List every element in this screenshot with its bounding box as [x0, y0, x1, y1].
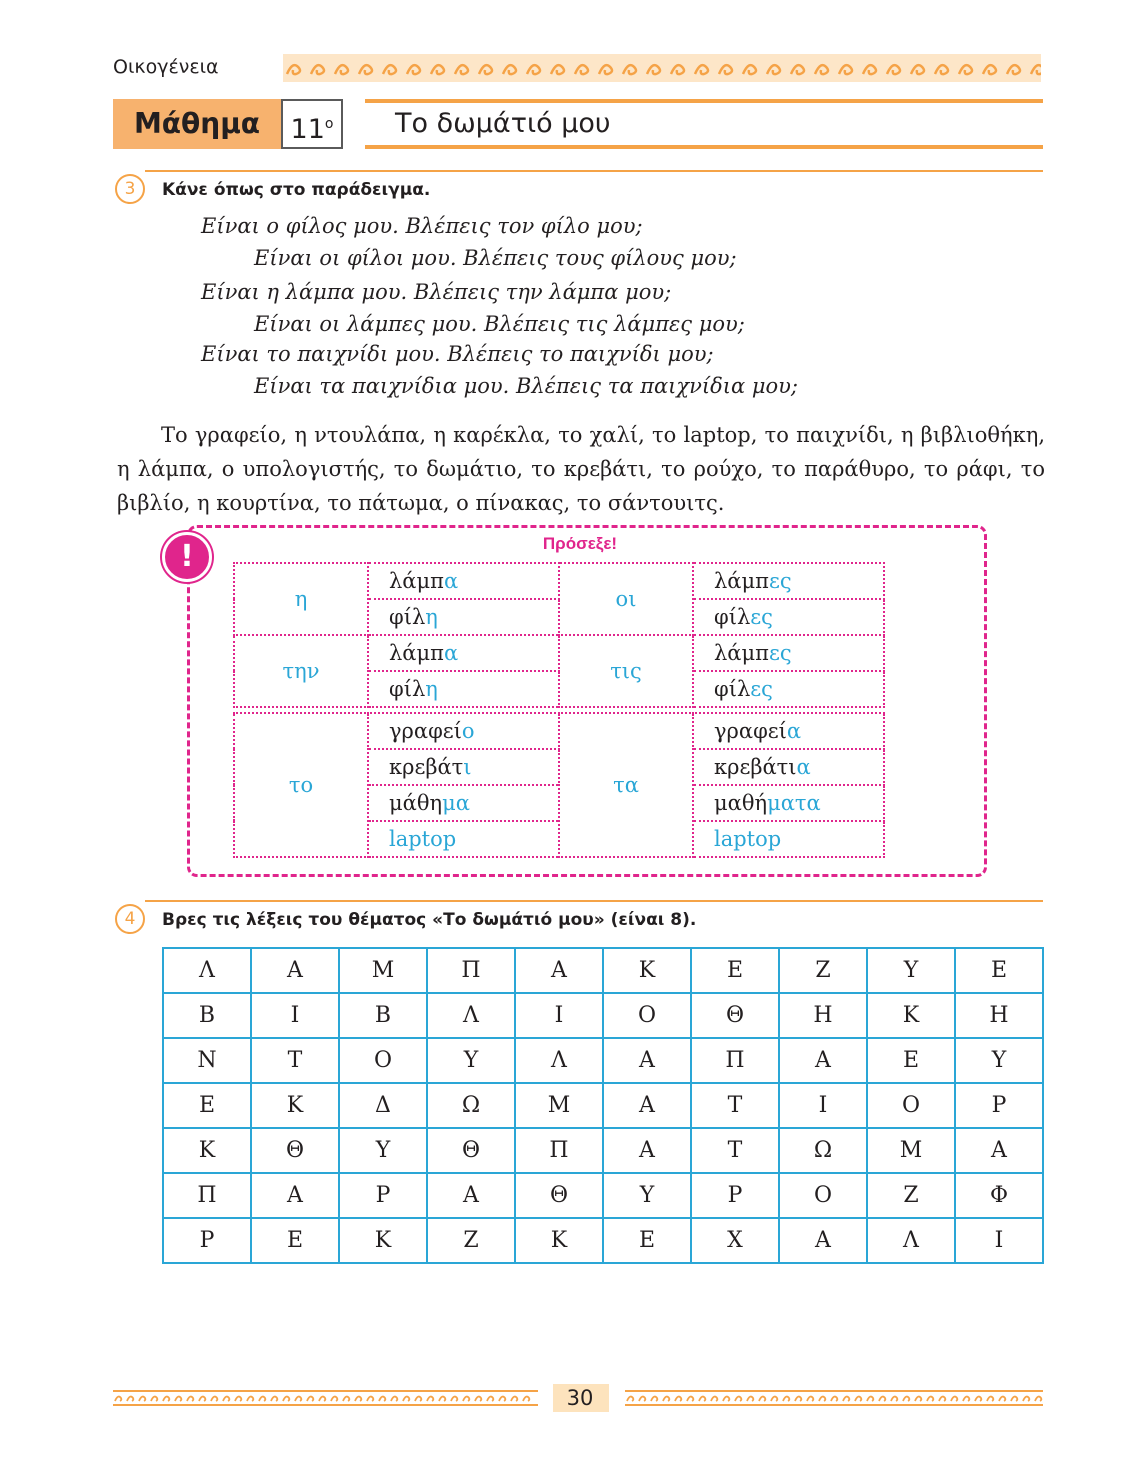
grid-cell[interactable]: Μ — [339, 948, 427, 993]
lesson-number — [281, 99, 343, 149]
grid-cell[interactable]: Μ — [515, 1083, 603, 1128]
grid-cell[interactable]: Ο — [339, 1038, 427, 1083]
exercise-4-instruction: Βρες τις λέξεις του θέματος «Το δωμάτιό μου» (είναι 8). — [162, 910, 697, 930]
grid-cell[interactable]: Α — [427, 1173, 515, 1218]
article-cell: τα — [559, 713, 693, 857]
grid-cell[interactable]: Ε — [691, 948, 779, 993]
grid-cell[interactable]: Κ — [163, 1128, 251, 1173]
grid-cell[interactable]: Ι — [779, 1083, 867, 1128]
grid-row — [163, 1128, 1043, 1173]
grid-cell[interactable]: Υ — [867, 948, 955, 993]
word-cell: φίλη — [368, 599, 559, 635]
grid-cell[interactable]: Μ — [867, 1128, 955, 1173]
lesson-number-suffix: ο — [324, 116, 334, 132]
word-cell: γραφεία — [693, 713, 884, 749]
grid-cell[interactable]: Θ — [427, 1128, 515, 1173]
grid-cell[interactable]: Η — [955, 993, 1043, 1038]
grid-cell[interactable]: Δ — [339, 1083, 427, 1128]
grid-cell[interactable]: Α — [603, 1038, 691, 1083]
page-number: 30 — [566, 1386, 594, 1410]
grid-cell[interactable]: Υ — [339, 1128, 427, 1173]
grid-cell[interactable]: Ρ — [955, 1083, 1043, 1128]
grid-cell[interactable]: Λ — [163, 948, 251, 993]
grid-cell[interactable]: Ρ — [691, 1173, 779, 1218]
grid-cell[interactable]: Χ — [691, 1218, 779, 1263]
exercise-3-rule — [145, 170, 1043, 172]
word-cell: μαθήματα — [693, 785, 884, 821]
word-cell: μάθημα — [368, 785, 559, 821]
grid-cell[interactable]: Α — [779, 1038, 867, 1083]
grid-cell[interactable]: Α — [251, 1173, 339, 1218]
grid-cell[interactable]: Υ — [603, 1173, 691, 1218]
article-cell: η — [234, 563, 368, 635]
attention-title: Πρόσεξε! — [542, 534, 618, 553]
word-cell: φίλες — [693, 671, 884, 707]
grid-cell[interactable]: Ι — [515, 993, 603, 1038]
word-cell: φίλες — [693, 599, 884, 635]
grid-cell[interactable]: Ε — [603, 1218, 691, 1263]
grid-cell[interactable]: Π — [515, 1128, 603, 1173]
grid-cell[interactable]: Η — [779, 993, 867, 1038]
grid-cell[interactable]: Ζ — [427, 1218, 515, 1263]
lesson-number-value: 11 — [290, 114, 325, 145]
grid-cell[interactable]: Κ — [515, 1218, 603, 1263]
grid-cell[interactable]: Β — [163, 993, 251, 1038]
exclamation-icon: ! — [162, 532, 212, 582]
example-line: Είναι τα παιχνίδια μου. Βλέπεις τα παιχνίδια μου; — [254, 374, 799, 398]
word-list-text: Το γραφείο, η ντουλάπα, η καρέκλα, το χαλί, το laptop, το παιχνίδι, η βιβλιοθήκη, η λάμπα, ο υπολογιστής, το δωμάτιο, το κρεβάτι, το ρούχο, το παράθυρο, το ράφι, το βιβλίο, η κουρτίνα, το πάτωμα, ο πίνακας, το σάντουιτς. — [117, 423, 1045, 515]
grid-row — [163, 1038, 1043, 1083]
grid-cell[interactable]: Υ — [955, 1038, 1043, 1083]
grid-cell[interactable]: Ι — [955, 1218, 1043, 1263]
grid-cell[interactable]: Ε — [867, 1038, 955, 1083]
exercise-3-instruction: Κάνε όπως στο παράδειγμα. — [162, 180, 431, 200]
grid-cell[interactable]: Π — [427, 948, 515, 993]
grid-cell[interactable]: Ω — [427, 1083, 515, 1128]
grid-cell[interactable]: Π — [691, 1038, 779, 1083]
grid-cell[interactable]: Π — [163, 1173, 251, 1218]
word-cell: λάμπα — [368, 635, 559, 671]
grid-cell[interactable]: Φ — [955, 1173, 1043, 1218]
grid-row — [163, 1218, 1043, 1263]
word-search-grid[interactable] — [162, 947, 1044, 1264]
word-cell: λάμπα — [368, 563, 559, 599]
article-cell: τις — [559, 635, 693, 707]
word-cell: κρεβάτια — [693, 749, 884, 785]
lesson-title-bar — [113, 99, 1043, 149]
grid-cell[interactable]: Κ — [603, 948, 691, 993]
exercise-3-number: 3 — [115, 174, 145, 204]
lesson-label: Μάθημα — [113, 99, 281, 149]
example-line: Είναι το παιχνίδι μου. Βλέπεις το παιχνίδι μου; — [201, 342, 714, 366]
decorative-wave-band — [283, 54, 1041, 82]
footer-ornament-left — [113, 1388, 538, 1408]
grid-cell[interactable]: Α — [955, 1128, 1043, 1173]
grid-cell[interactable]: Τ — [691, 1128, 779, 1173]
grid-cell[interactable]: Λ — [515, 1038, 603, 1083]
grid-cell[interactable]: Τ — [251, 1038, 339, 1083]
article-cell: την — [234, 635, 368, 707]
grid-cell[interactable]: Κ — [251, 1083, 339, 1128]
grid-cell[interactable]: Α — [779, 1218, 867, 1263]
grid-cell[interactable]: Ν — [163, 1038, 251, 1083]
word-cell: κρεβάτι — [368, 749, 559, 785]
grid-cell[interactable]: Α — [251, 948, 339, 993]
grid-cell[interactable]: Λ — [867, 1218, 955, 1263]
example-line: Είναι ο φίλος μου. Βλέπεις τον φίλο μου; — [201, 214, 643, 238]
exercise-4-rule — [145, 900, 1043, 902]
grid-cell[interactable]: Λ — [427, 993, 515, 1038]
article-table — [233, 562, 885, 858]
grid-cell[interactable]: Ο — [867, 1083, 955, 1128]
grid-cell[interactable]: Θ — [251, 1128, 339, 1173]
grid-cell[interactable]: Α — [603, 1128, 691, 1173]
grid-cell[interactable]: Θ — [691, 993, 779, 1038]
grid-row — [163, 1173, 1043, 1218]
grid-cell[interactable]: Ε — [163, 1083, 251, 1128]
word-cell: φίλη — [368, 671, 559, 707]
word-cell: laptop — [368, 821, 559, 857]
word-cell: λάμπες — [693, 563, 884, 599]
grid-cell[interactable]: Ρ — [339, 1173, 427, 1218]
example-line: Είναι οι λάμπες μου. Βλέπεις τις λάμπες μου; — [254, 312, 745, 336]
grid-cell[interactable]: Ο — [603, 993, 691, 1038]
grid-cell[interactable]: Υ — [427, 1038, 515, 1083]
word-list-paragraph — [117, 418, 1045, 520]
grid-cell[interactable]: Ε — [955, 948, 1043, 993]
grid-cell[interactable]: Ρ — [163, 1218, 251, 1263]
grid-cell[interactable]: Θ — [515, 1173, 603, 1218]
grid-cell[interactable]: Α — [515, 948, 603, 993]
article-cell: το — [234, 713, 368, 857]
section-label: Οικογένεια — [113, 56, 219, 78]
word-cell: λάμπες — [693, 635, 884, 671]
exercise-4-number: 4 — [115, 904, 145, 934]
example-line: Είναι οι φίλοι μου. Βλέπεις τους φίλους μου; — [254, 246, 737, 270]
grid-cell[interactable]: Ω — [779, 1128, 867, 1173]
word-cell: laptop — [693, 821, 884, 857]
grid-cell[interactable]: Ζ — [867, 1173, 955, 1218]
grid-cell[interactable]: Ε — [251, 1218, 339, 1263]
grid-cell[interactable]: Κ — [339, 1218, 427, 1263]
grid-row — [163, 1083, 1043, 1128]
grid-cell[interactable]: Ι — [251, 993, 339, 1038]
grid-row — [163, 948, 1043, 993]
article-cell: οι — [559, 563, 693, 635]
example-line: Είναι η λάμπα μου. Βλέπεις την λάμπα μου; — [201, 280, 672, 304]
grid-cell[interactable]: Κ — [867, 993, 955, 1038]
grid-cell[interactable]: Τ — [691, 1083, 779, 1128]
lesson-title: Το δωμάτιό μου — [365, 99, 1043, 149]
grid-cell[interactable]: Β — [339, 993, 427, 1038]
grid-cell[interactable]: Α — [603, 1083, 691, 1128]
grid-cell[interactable]: Ζ — [779, 948, 867, 993]
grid-cell[interactable]: Ο — [779, 1173, 867, 1218]
footer-ornament-right — [625, 1388, 1043, 1408]
word-cell: γραφείο — [368, 713, 559, 749]
grid-row — [163, 993, 1043, 1038]
